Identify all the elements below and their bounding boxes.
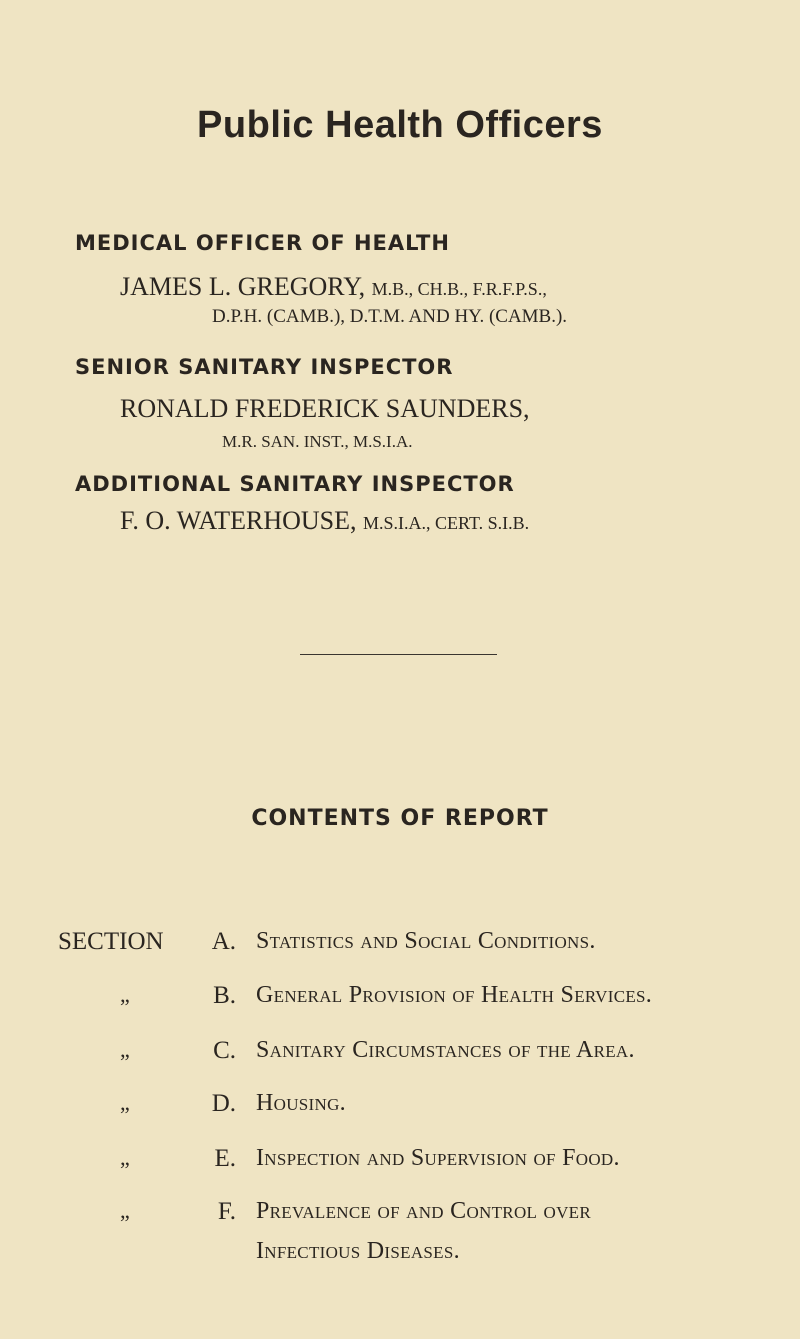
contents-title: CONTENTS OF REPORT bbox=[251, 806, 549, 831]
officer-quals-senior-inspector: M.R. SAN. INST., M.S.I.A. bbox=[222, 432, 413, 451]
section-letter: C. bbox=[213, 1037, 236, 1064]
section-title: Sanitary Circumstances of the Area. bbox=[256, 1037, 635, 1063]
section-prefix: SECTION bbox=[58, 928, 164, 955]
officer-quals-medical-1: M.B., CH.B., F.R.F.P.S., bbox=[371, 279, 547, 299]
section-letter: B. bbox=[213, 982, 236, 1009]
section-title: Housing. bbox=[256, 1090, 346, 1116]
section-letter: D. bbox=[211, 1090, 236, 1117]
contents-item bbox=[0, 1037, 800, 1077]
section-prefix-ditto: „ bbox=[120, 982, 130, 1007]
officer-role-medical: MEDICAL OFFICER OF HEALTH bbox=[75, 231, 450, 255]
page-title: Public Health Officers bbox=[197, 104, 603, 146]
officer-quals-medical-2: D.P.H. (CAMB.), D.T.M. AND HY. (CAMB.). bbox=[212, 306, 568, 327]
section-title: Prevalence of and Control over bbox=[256, 1198, 591, 1224]
contents-item bbox=[0, 1145, 800, 1185]
section-title-continued: Infectious Diseases. bbox=[256, 1238, 460, 1264]
officer-name-line-additional bbox=[120, 506, 529, 536]
section-letter: E. bbox=[214, 1145, 236, 1172]
officer-quals-additional-inspector: M.S.I.A., CERT. S.I.B. bbox=[363, 513, 530, 533]
contents-item bbox=[0, 928, 800, 968]
section-letter: F. bbox=[217, 1198, 236, 1225]
section-title: General Provision of Health Services. bbox=[256, 982, 653, 1008]
section-title: Inspection and Supervision of Food. bbox=[256, 1145, 620, 1171]
officer-name-additional-inspector: F. O. WATERHOUSE, bbox=[120, 506, 357, 535]
officer-role-additional-inspector: ADDITIONAL SANITARY INSPECTOR bbox=[75, 472, 515, 496]
section-prefix-ditto: „ bbox=[120, 1090, 130, 1115]
section-prefix-ditto: „ bbox=[120, 1198, 130, 1223]
officer-role-senior-inspector: SENIOR SANITARY INSPECTOR bbox=[75, 355, 454, 379]
divider-rule bbox=[300, 654, 497, 655]
officer-name-medical: JAMES L. GREGORY, bbox=[120, 272, 366, 301]
contents-item bbox=[0, 1198, 800, 1278]
contents-item bbox=[0, 982, 800, 1022]
officer-name-line-medical bbox=[120, 272, 547, 302]
section-prefix-ditto: „ bbox=[120, 1145, 130, 1170]
section-prefix-ditto: „ bbox=[120, 1037, 130, 1062]
officer-name-senior-inspector: RONALD FREDERICK SAUNDERS, bbox=[120, 394, 530, 423]
section-title: Statistics and Social Conditions. bbox=[256, 928, 596, 954]
contents-item bbox=[0, 1090, 800, 1130]
section-letter: A. bbox=[211, 928, 236, 955]
